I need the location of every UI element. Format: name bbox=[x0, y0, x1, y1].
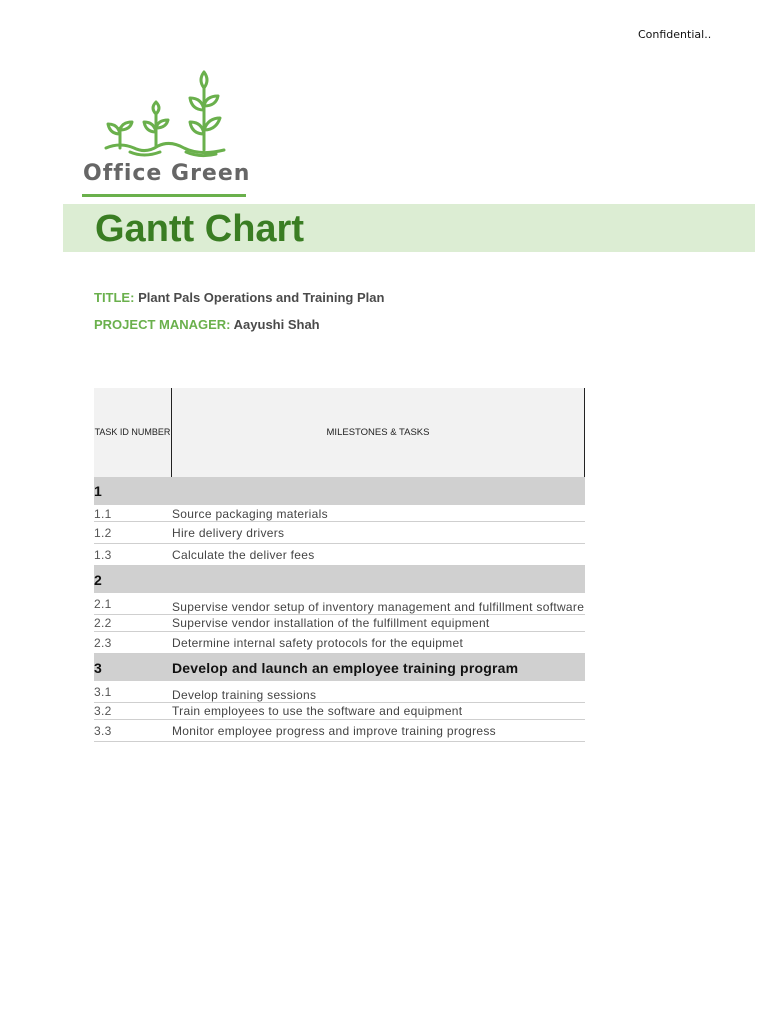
task-id: 3.3 bbox=[94, 723, 112, 738]
project-manager-label: PROJECT MANAGER: bbox=[94, 317, 231, 332]
milestone-row bbox=[94, 654, 585, 681]
milestone-id: 1 bbox=[94, 483, 102, 499]
project-manager bbox=[94, 317, 320, 332]
sprouting-plants-icon bbox=[100, 70, 230, 162]
table-row bbox=[94, 593, 585, 615]
task-id: 2.2 bbox=[94, 616, 112, 630]
milestone-id: 3 bbox=[94, 659, 102, 676]
table-row bbox=[94, 632, 585, 654]
column-header-tasks: MILESTONES & TASKS bbox=[326, 427, 430, 438]
table-row bbox=[94, 720, 585, 742]
task-id: 3.1 bbox=[94, 684, 112, 699]
confidential-label: Confidential.. bbox=[638, 28, 712, 41]
table-row bbox=[94, 703, 585, 720]
milestone-row bbox=[94, 566, 585, 593]
task-name: Supervise vendor installation of the fulfillment equipment bbox=[172, 616, 490, 630]
task-id: 2.3 bbox=[94, 635, 112, 650]
task-id: 1.2 bbox=[94, 525, 112, 540]
milestone-row bbox=[94, 477, 585, 505]
task-name: Source packaging materials bbox=[172, 507, 328, 521]
task-name: Develop training sessions bbox=[172, 688, 317, 702]
table-row bbox=[94, 505, 585, 522]
title-band bbox=[63, 204, 755, 252]
project-title-label: TITLE: bbox=[94, 290, 135, 305]
table-row bbox=[94, 615, 585, 632]
task-id: 1.3 bbox=[94, 547, 112, 562]
task-id: 1.1 bbox=[94, 507, 112, 521]
task-name: Train employees to use the software and equipment bbox=[172, 704, 463, 718]
logo-underline bbox=[82, 194, 246, 197]
task-name: Determine internal safety protocols for the equipmet bbox=[172, 635, 464, 650]
table-row bbox=[94, 522, 585, 544]
milestone-id: 2 bbox=[94, 571, 102, 588]
page-title: Gantt Chart bbox=[95, 208, 304, 250]
task-id: 2.1 bbox=[94, 596, 112, 611]
milestone-name: Develop and launch an employee training program bbox=[172, 659, 519, 676]
project-title bbox=[94, 290, 384, 305]
gantt-task-table bbox=[94, 388, 585, 742]
project-title-value: Plant Pals Operations and Training Plan bbox=[138, 290, 385, 305]
task-id: 3.2 bbox=[94, 704, 112, 718]
project-manager-value: Aayushi Shah bbox=[233, 317, 320, 332]
table-row bbox=[94, 681, 585, 703]
task-name: Monitor employee progress and improve training progress bbox=[172, 723, 496, 738]
column-header-task-id: TASK ID NUMBER bbox=[94, 388, 172, 477]
task-name: Hire delivery drivers bbox=[172, 525, 285, 540]
table-header bbox=[94, 388, 585, 477]
table-row bbox=[94, 544, 585, 566]
task-name: Supervise vendor setup of inventory management and fulfillment software bbox=[172, 600, 585, 614]
company-name: Office Green bbox=[83, 161, 251, 186]
task-name: Calculate the deliver fees bbox=[172, 547, 315, 562]
